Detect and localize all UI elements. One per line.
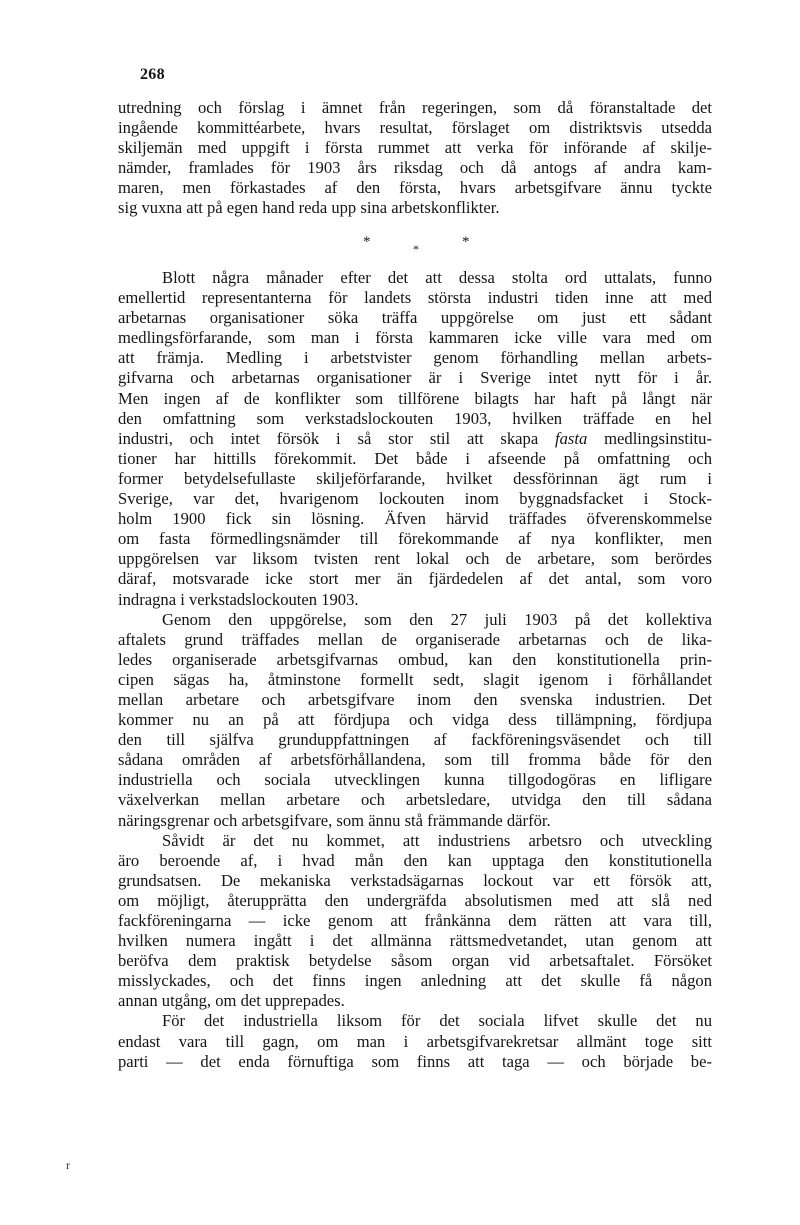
- text-line: om fasta förmedlingsnämder till förekommande af nya konflikter, men: [118, 529, 712, 549]
- text-line: misslyckades, och det finns ingen anledning att det skulle få någon: [118, 971, 712, 991]
- text-line: annan utgång, om det upprepades.: [118, 991, 345, 1011]
- text-line: holm 1900 fick sin lösning. Äfven härvid träffades öfverenskommelse: [118, 509, 712, 529]
- text-line: sig vuxna att på egen hand reda upp sina arbetskonflikter.: [118, 198, 500, 218]
- text-line: Men ingen af de konflikter som tillförene bilagts har haft på långt när: [118, 388, 712, 408]
- text-line: hvilken numera ingått i det allmänna rättsmedvetandet, utan genom att: [118, 931, 712, 951]
- text-line: industriella och sociala utvecklingen kunna tillgodogöras en lifligare: [118, 770, 712, 790]
- text-line: den omfattning som verkstadslockouten 1903, hvilken träffade en hel: [118, 408, 712, 428]
- text-line: tioner har hittills förekommit. Det både i afseende på omfattning och: [118, 448, 712, 468]
- text-line: däraf, motsvarade icke stort mer än fjärdedelen af det antal, som voro: [118, 569, 712, 589]
- text-line: beröfva dem praktisk betydelse såsom organ vid arbetsaftalet. Försöket: [118, 951, 712, 971]
- text-line: former betydelsefullaste skiljeförfarande, hvilket dessförinnan ägt rum i: [118, 468, 712, 488]
- page-number: 268: [140, 66, 165, 83]
- text-line: maren, men förkastades af den första, hvars arbetsgifvare ännu tyckte: [118, 178, 712, 198]
- separator-asterisk: *: [413, 242, 419, 256]
- text-line: emellertid representanterna för landets största industri tiden inne att med: [118, 288, 712, 308]
- text-line: kommer nu an på att fördjupa och vidga dess tillämpning, fördjupa: [118, 710, 712, 730]
- text-line: äro beroende af, i hvad mån den kan upptaga den konstitutionella: [118, 850, 712, 870]
- text-line: endast vara till gagn, om man i arbetsgifvarekretsar allmänt toge sitt: [118, 1031, 712, 1051]
- text-line: gifvarna och arbetarnas organisationer är i Sverige intet nytt för i år.: [118, 368, 712, 388]
- text-line: Blott några månader efter det att dessa stolta ord uttalats, funno: [162, 268, 712, 287]
- text-line: utredning och förslag i ämnet från regeringen, som då föranstaltade det: [118, 98, 712, 117]
- text-line: växelverkan mellan arbetare och arbetsledare, utvidga den till sådana: [118, 790, 712, 810]
- text-fragment: industri, och intet försök i så stor stil att skapa: [118, 428, 556, 448]
- text-line: ledes organiserade arbetsgifvarnas ombud, kan den konstitutionella prin-: [118, 649, 712, 669]
- text-line: att främja. Medling i arbetstvister genom förhandling mellan arbets-: [118, 348, 712, 368]
- emphasized-word: fasta: [555, 428, 588, 448]
- text-line: [118, 429, 712, 449]
- main-text: [118, 268, 712, 1072]
- paragraph-1: [118, 98, 712, 219]
- separator-asterisk: *: [462, 234, 470, 250]
- text-line: aftalets grund träffades mellan de organiserade arbetarnas och de lika-: [118, 629, 712, 649]
- text-line: fackföreningarna — icke genom att frånkänna dem rätten att vara till,: [118, 911, 712, 930]
- text-line: cipen sägas ha, åtminstone formellt sedt, slagit igenom i förhållandet: [118, 669, 712, 689]
- paragraph-5: [118, 1011, 712, 1071]
- text-line: skiljemän med uppgift i första rummet att verka för införande af skilje-: [118, 138, 712, 158]
- text-line: För det industriella liksom för det sociala lifvet skulle det nu: [162, 1011, 712, 1031]
- text-line: medlingsförfarande, som man i första kammaren icke ville vara med om: [118, 328, 712, 348]
- text-line: näringsgrenar och arbetsgifvare, som ännu stå främmande därför.: [118, 810, 551, 830]
- text-line: ingående kommittéarbete, hvars resultat, förslaget om distriktsvis utsedda: [118, 118, 712, 138]
- text-line: Sverige, var det, hvarigenom lockouten inom byggnadsfacket i Stock-: [118, 489, 712, 509]
- text-line: arbetarnas organisationer söka träffa uppgörelse om just ett sådant: [118, 308, 712, 328]
- text-line: sådana områden af arbetsförhållandena, som till fromma både för den: [118, 750, 712, 770]
- paragraph-2: [118, 268, 712, 610]
- paragraph-3: [118, 610, 712, 831]
- text-line: uppgörelsen var liksom tvisten rent lokal och de arbetare, som berördes: [118, 549, 712, 569]
- text-line: Genom den uppgörelse, som den 27 juli 1903 på det kollektiva: [162, 609, 712, 629]
- text-line: indragna i verkstadslockouten 1903.: [118, 589, 359, 609]
- text-fragment: medlingsinstitu-: [587, 428, 712, 448]
- margin-mark: r: [66, 1158, 70, 1172]
- paragraph-4: [118, 831, 712, 1012]
- separator-asterisk: *: [363, 234, 371, 250]
- text-line: parti — det enda förnuftiga som finns att taga — och började be-: [118, 1051, 712, 1071]
- section-separator: [118, 234, 712, 256]
- text-line: Såvidt är det nu kommet, att industriens arbetsro och utveckling: [162, 830, 712, 850]
- text-line: nämder, framlades för 1903 års riksdag och då antogs af andra kam-: [118, 158, 712, 178]
- text-line: den till själfva grunduppfattningen af fackföreningsväsendet och till: [118, 730, 712, 750]
- text-line: om möjligt, återupprätta den undergräfda absolutismen med att slå ned: [118, 890, 712, 910]
- text-line: mellan arbetare och arbetsgifvare inom den svenska industrien. Det: [118, 689, 712, 709]
- text-line: grundsatsen. De mekaniska verkstadsägarnas lockout var ett försök att,: [118, 870, 712, 890]
